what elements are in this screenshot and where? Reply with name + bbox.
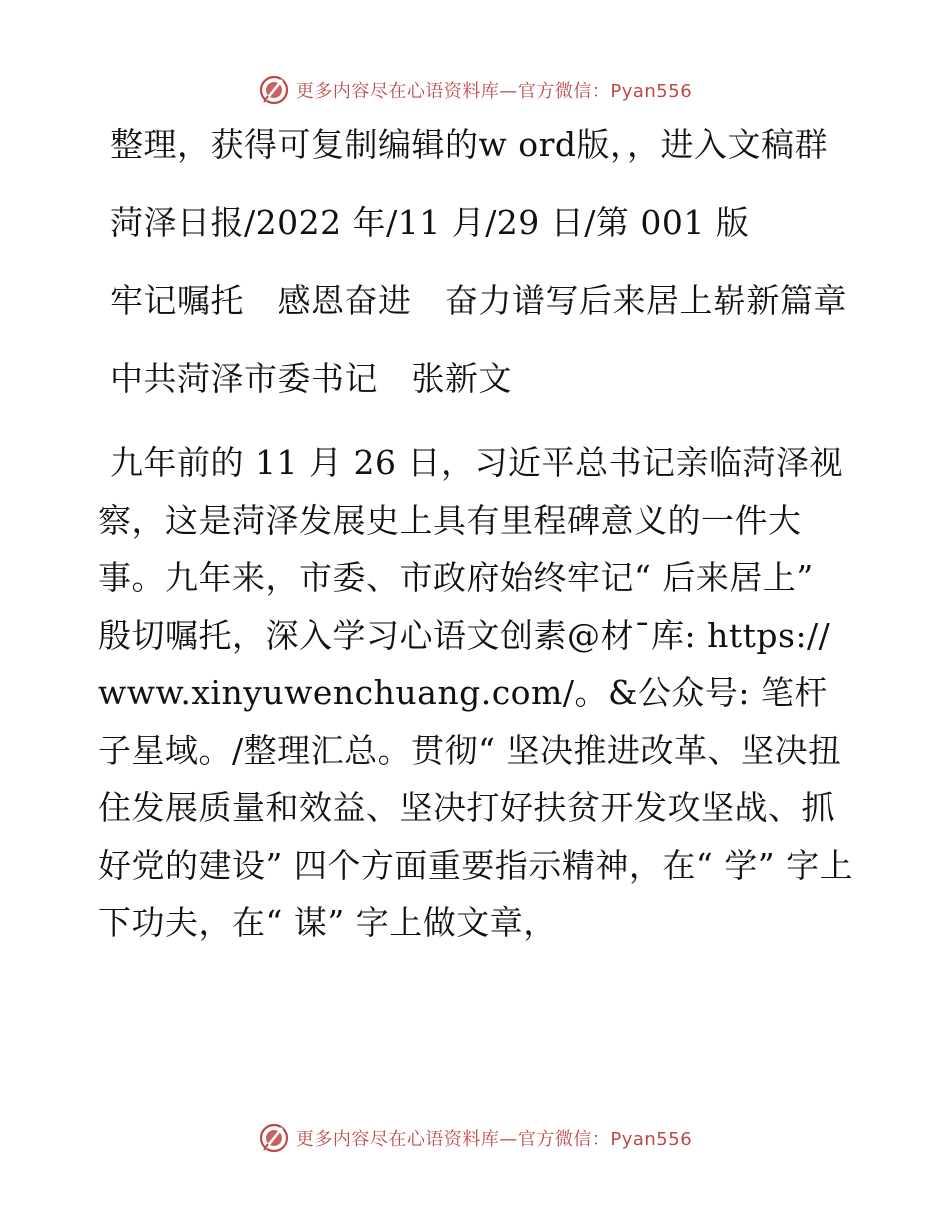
document-body	[98, 122, 858, 952]
brush-logo-icon	[258, 74, 290, 106]
source-line: 菏泽日报/2022 年/11 月/29 日/第 001 版	[110, 203, 750, 242]
footer-watermark-banner	[0, 1118, 950, 1158]
intro-paragraph: 整理，获得可复制编辑的w ord版，，进入文稿群	[110, 125, 829, 164]
header-watermark-banner	[0, 70, 950, 110]
brush-logo-icon	[258, 1122, 290, 1154]
body-paragraph: 九年前的 11 月 26 日，习近平总书记亲临菏泽视察，这是菏泽发展史上具有里程碑意义的一件大事。九年来，市委、市政府始终牢记“ 后来居上” 殷切嘱托，深入学习心语文创素@材¯库: https://www.xinyuwenchuang.com/。&公众号: 笔杆子星域。/整理汇总。贯彻“ 坚决推进改革、坚决扭住发展质量和效益、坚决打好扶贫开发攻坚战、抓好党的建设” 四个方面重要指示精神，在“ 学” 字上下功夫，在“ 谋” 字上做文章，	[98, 443, 854, 942]
watermark-text: 更多内容尽在心语资料库—官方微信：Pyan556	[295, 81, 693, 102]
author-line: 中共菏泽市委书记 张新文	[110, 359, 512, 398]
article-title: 牢记嘱托 感恩奋进 奋力谱写后来居上崭新篇章	[110, 281, 847, 320]
watermark-text: 更多内容尽在心语资料库—官方微信：Pyan556	[295, 1129, 693, 1150]
